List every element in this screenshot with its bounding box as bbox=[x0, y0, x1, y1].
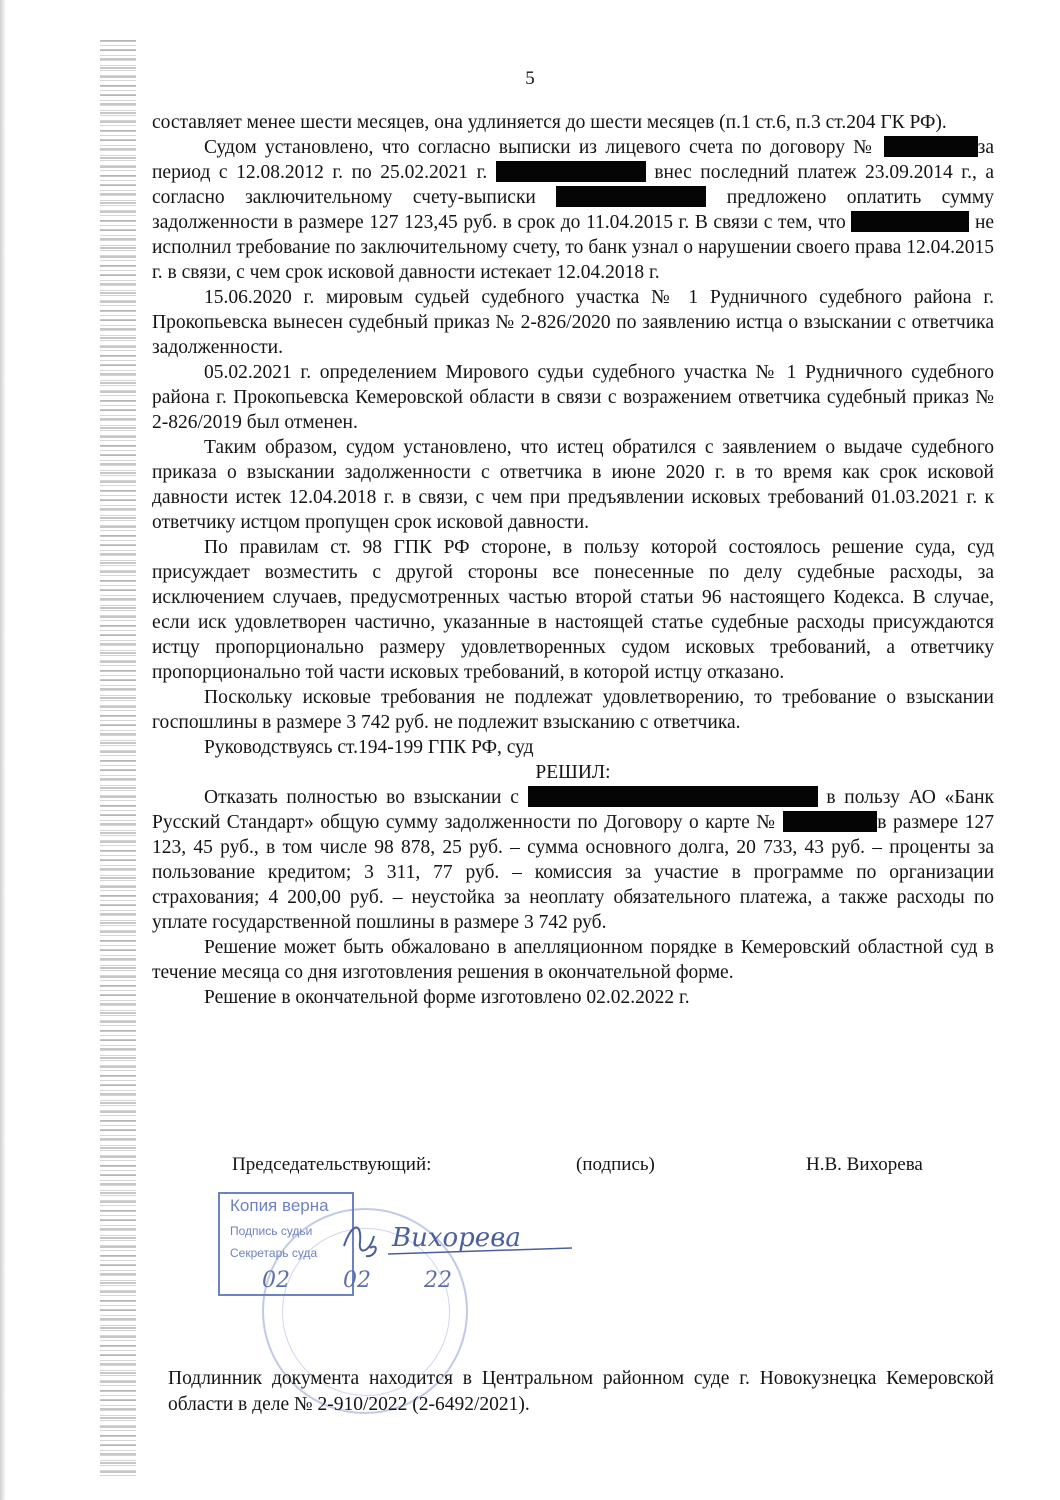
paragraph-account-statement: Судом установлено, что согласно выписки из лицевого счета по договору № за период с 12.08.2012 г. по 25.02.2021 г. внес последний платеж 23.09.2014 г., а согласно заключительному счету-выписки предложено оплатить сумму задолженности в размере 127 123,45 руб. в срок до 11.04.2015 г. В связи с тем, что не исполнил требование по заключительному счету, то банк узнал о нарушении своего права 12.04.2015 г. в связи, с чем срок исковой давности истекает 12.04.2018 г. bbox=[152, 137, 995, 283]
scan-binding-marks bbox=[100, 40, 136, 1480]
judge-name: Н.В. Вихорева bbox=[806, 1154, 923, 1175]
paragraph-term-extension: составляет менее шести месяцев, она удлиняется до шести месяцев (п.1 ст.6, п.3 ст.204 ГК РФ). bbox=[152, 112, 947, 133]
presiding-judge-label: Председательствующий: bbox=[232, 1154, 432, 1175]
handwritten-signature bbox=[340, 1212, 580, 1262]
stamp-judge-signature-label: Подпись судьи bbox=[230, 1224, 313, 1238]
stamp-date-year: 22 bbox=[424, 1268, 452, 1293]
original-location-note: Подлинник документа находится в Центральном районном суде г. Новокузнецка Кемеровской области в деле № 2-910/2022 (2-6492/2021). bbox=[168, 1368, 994, 1415]
stamp-date-month: 02 bbox=[343, 1268, 371, 1293]
paragraph-appeal: Решение может быть обжаловано в апелляционном порядке в Кемеровский областной суд в течение месяца со дня изготовления решения в окончательной форме. bbox=[152, 937, 994, 983]
redaction-defendant-name-2 bbox=[851, 211, 969, 232]
redaction-card-contract-number bbox=[783, 811, 877, 832]
stamp-secretary-label: Секретарь суда bbox=[230, 1246, 318, 1260]
paragraph-court-order: 15.06.2020 г. мировым судьей судебного участка № 1 Рудничного судебного района г. Прокопьевска вынесен судебный приказ № 2-826/2020 по заявлению истца о взыскании с ответчика задолженности. bbox=[152, 287, 994, 358]
redaction-defendant-full-name bbox=[528, 786, 818, 807]
stamp-date-day: 02 bbox=[262, 1268, 290, 1293]
paragraph-court-costs: По правилам ст. 98 ГПК РФ стороне, в пользу которой состоялось решение суда, суд присуждает возместить с другой стороны все понесенные по делу судебные расходы, за исключением случаев, предусмотренных частью второй статьи 96 настоящего Кодекса. В случае, если иск удовлетворен частично, указанные в настоящей статье судебные расходы присуждаются истцу пропорционально размеру удовлетворенных судом исковых требований, а ответчику пропорционально той части исковых требований, в которой истцу отказано. bbox=[152, 537, 994, 683]
page-number: 5 bbox=[525, 68, 535, 89]
document-body bbox=[152, 110, 994, 1010]
paragraph-decision: Отказать полностью во взыскании с в пользу АО «Банк Русский Стандарт» общую сумму задолженности по Договору о карте № в размере 127 123, 45 руб., в том числе 98 878, 25 руб. – сумма основного долга, 20 733, 43 руб. – проценты за пользование кредитом; 3 311, 77 руб. – комиссия за участие в программе по организации страхования; 4 200,00 руб. – неустойка за неоплату обязательного платежа, а также расходы по уплате государственной пошлины в размере 3 742 руб. bbox=[152, 787, 995, 933]
signature-placeholder: (подпись) bbox=[576, 1154, 655, 1175]
paragraph-order-cancelled: 05.02.2021 г. определением Мирового судьи судебного участка № 1 Рудничного судебного района г. Прокопьевска Кемеровской области в связи с возражением ответчика судебный приказ № 2-826/2019 был отменен. bbox=[152, 362, 994, 433]
redaction-statement-number bbox=[556, 186, 706, 207]
stamp-handwritten-date bbox=[262, 1268, 498, 1293]
signature-row bbox=[232, 1154, 972, 1180]
paragraph-state-duty: Поскольку исковые требования не подлежат удовлетворению, то требование о взыскании госпошлины в размере 3 742 руб. не подлежит взысканию с ответчика. bbox=[152, 687, 994, 733]
paragraph-final-form-date: Решение в окончательной форме изготовлено 02.02.2022 г. bbox=[204, 987, 690, 1008]
paragraph-guided-by: Руководствуясь ст.194-199 ГПК РФ, суд bbox=[204, 737, 534, 758]
redaction-contract-number bbox=[884, 136, 978, 157]
paragraph-limitation-missed: Таким образом, судом установлено, что истец обратился с заявлением о выдаче судебного приказа о взыскании задолженности с ответчика в июне 2020 г. в то время как срок исковой давности истек 12.04.2018 г. в связи, с чем при предъявлении исковых требований 01.03.2021 г. к ответчику истцом пропущен срок исковой давности. bbox=[152, 437, 994, 533]
decision-heading: РЕШИЛ: bbox=[535, 762, 611, 783]
redaction-defendant-name bbox=[496, 161, 646, 182]
stamp-title: Копия верна bbox=[230, 1196, 329, 1215]
handwritten-surname: Вихорева bbox=[392, 1223, 521, 1253]
scan-shadow-left bbox=[0, 0, 6, 1500]
